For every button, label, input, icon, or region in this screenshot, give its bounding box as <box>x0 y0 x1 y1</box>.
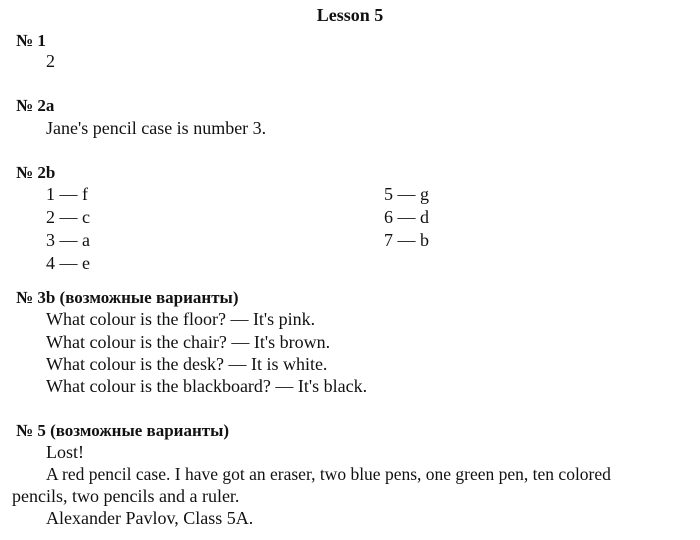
section-3b-heading: № 3b (возможные варианты) <box>16 288 239 307</box>
match-item: 2 — c <box>46 207 90 227</box>
notice-text-line: A red pencil case. I have got an eraser, two blue pens, one green pen, ten colored <box>46 464 611 484</box>
answer-line: What colour is the chair? — It's brown. <box>46 332 331 352</box>
answer-line: What colour is the blackboard? — It's black. <box>46 376 368 396</box>
section-5-heading: № 5 (возможные варианты) <box>16 421 230 440</box>
notice-text-line: pencils, two pencils and a ruler. <box>12 486 240 506</box>
section-1-heading: № 1 <box>16 31 46 50</box>
match-item: 3 — a <box>46 230 90 250</box>
section-2b-heading: № 2b <box>16 163 56 182</box>
notice-title: Lost! <box>46 442 84 462</box>
section-1-answer: 2 <box>46 51 55 71</box>
match-item: 6 — d <box>384 207 429 227</box>
answer-line: What colour is the desk? — It is white. <box>46 354 328 374</box>
answer-line: What colour is the floor? — It's pink. <box>46 309 316 329</box>
match-item: 5 — g <box>384 184 429 204</box>
section-2a-answer: Jane's pencil case is number 3. <box>46 118 267 138</box>
match-item: 7 — b <box>384 230 429 250</box>
lesson-title: Lesson 5 <box>316 5 384 25</box>
match-item: 4 — e <box>46 253 90 273</box>
section-2a-heading: № 2a <box>16 96 55 115</box>
notice-signature: Alexander Pavlov, Class 5A. <box>46 508 254 528</box>
match-item: 1 — f <box>46 184 88 204</box>
